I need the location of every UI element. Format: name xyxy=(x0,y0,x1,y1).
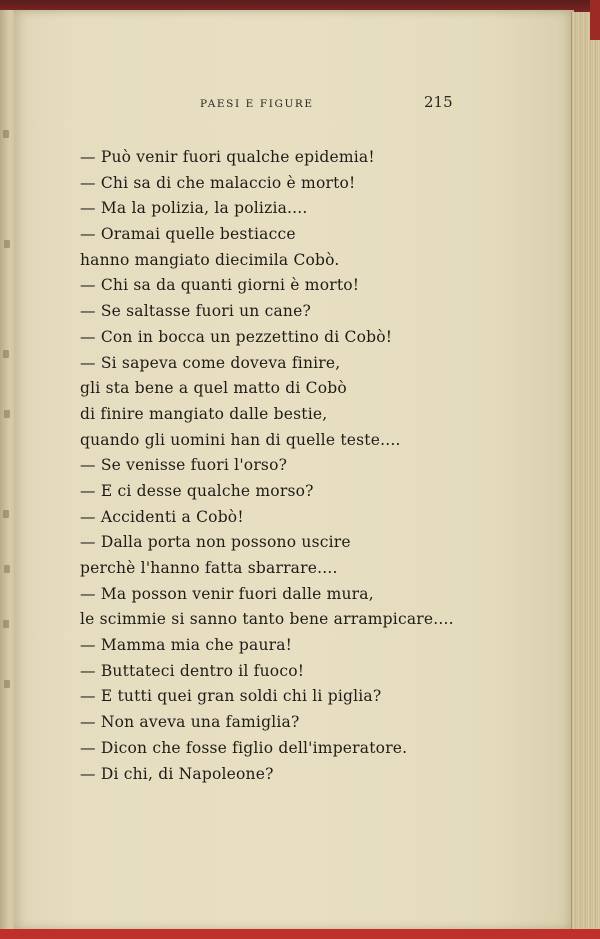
text-line: — Chi sa di che malaccio è morto! xyxy=(80,173,356,192)
text-line: — Si sapeva come doveva finire, xyxy=(80,353,341,372)
text-line: le scimmie si sanno tanto bene arrampicare.... xyxy=(80,610,454,629)
text-line: — Di chi, di Napoleone? xyxy=(80,764,274,783)
edge-mark xyxy=(3,510,9,518)
text-line: — E ci desse qualche morso? xyxy=(80,481,314,500)
text-line: perchè l'hanno fatta sbarrare.... xyxy=(80,559,338,577)
text-line: gli sta bene a quel matto di Cobò xyxy=(80,379,347,398)
text-line: — Accidenti a Cobò! xyxy=(80,507,244,526)
page-number: 215 xyxy=(424,93,453,111)
text-line: — Buttateci dentro il fuoco! xyxy=(80,661,305,680)
text-line: quando gli uomini han di quelle teste.... xyxy=(80,430,401,449)
text-line: — Chi sa da quanti giorni è morto! xyxy=(80,276,360,295)
page-stack-edge xyxy=(571,12,600,932)
binding-corner xyxy=(590,0,600,40)
edge-mark xyxy=(4,565,10,573)
edge-mark xyxy=(4,240,10,248)
text-line: — Oramai quelle bestiacce xyxy=(80,225,296,244)
edge-mark xyxy=(3,130,9,138)
edge-mark xyxy=(3,620,9,628)
edge-mark xyxy=(4,410,10,418)
text-line: — Mamma mia che paura! xyxy=(80,636,293,655)
text-line: — Con in bocca un pezzettino di Cobò! xyxy=(80,327,393,346)
text-line: — Dalla porta non possono uscire xyxy=(80,533,351,552)
text-line: — Se venisse fuori l'orso? xyxy=(80,456,288,475)
text-line: — Ma posson venir fuori dalle mura, xyxy=(80,584,374,603)
running-title: PAESI E FIGURE xyxy=(200,98,314,110)
book-bottom-edge xyxy=(0,929,600,939)
text-line: — Non aveva una famiglia? xyxy=(80,713,300,732)
text-line: — Dicon che fosse figlio dell'imperatore. xyxy=(80,738,408,757)
text-line: — Ma la polizia, la polizia.... xyxy=(80,199,308,218)
text-line: hanno mangiato diecimila Cobò. xyxy=(80,250,340,269)
edge-mark xyxy=(4,680,10,688)
poem-text xyxy=(80,145,550,787)
text-line: — Può venir fuori qualche epidemia! xyxy=(80,148,375,166)
text-line: — E tutti quei gran soldi chi li piglia? xyxy=(80,687,382,706)
text-line: — Se saltasse fuori un cane? xyxy=(80,302,312,321)
edge-mark xyxy=(3,350,9,358)
text-line: di finire mangiato dalle bestie, xyxy=(80,404,328,423)
